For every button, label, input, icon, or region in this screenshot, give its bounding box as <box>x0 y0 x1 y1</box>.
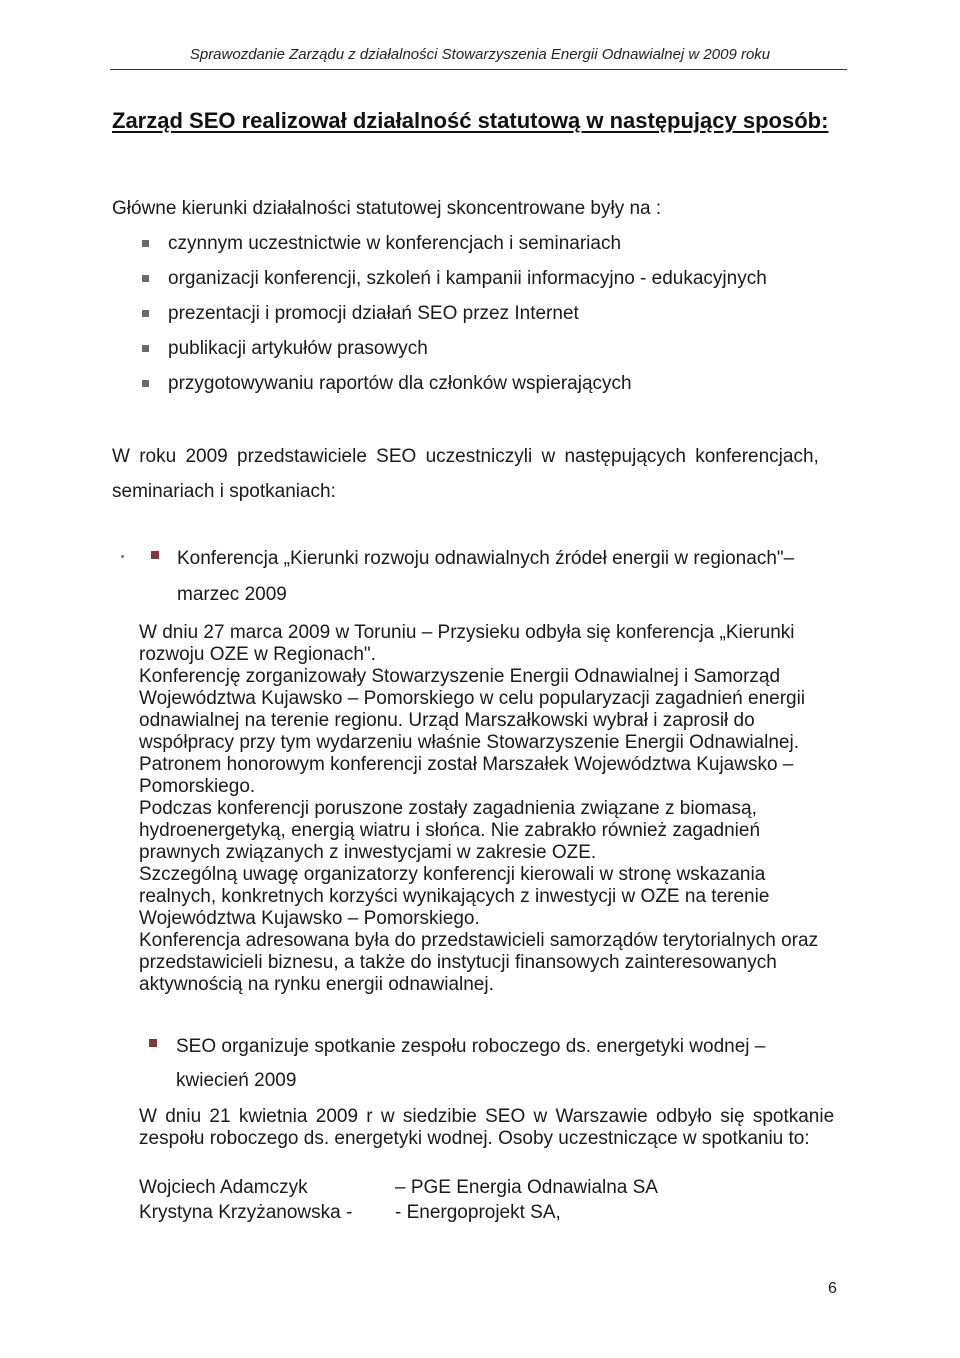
participant-name: Krystyna Krzyżanowska - <box>139 1202 353 1223</box>
header-rule <box>110 69 847 70</box>
participant-org: - Energoprojekt SA, <box>395 1202 561 1223</box>
event1-line: Patronem honorowym konferencji został Marszałek Województwa Kujawsko – <box>139 754 794 775</box>
event1-line: W dniu 27 marca 2009 w Toruniu – Przysieku odbyła się konferencja „Kierunki <box>139 622 795 643</box>
event1-line: przedstawicieli biznesu, a także do instytucji finansowych zainteresowanych <box>139 952 777 973</box>
bullet-icon <box>149 1039 157 1047</box>
event1-line: Konferencję zorganizowały Stowarzyszenie Energii Odnawialnej i Samorząd <box>139 666 781 687</box>
event2-line: W dniu 21 kwietnia 2009 r w siedzibie SEO w Warszawie odbyło się spotkanie <box>139 1106 835 1127</box>
intro-text: Główne kierunki działalności statutowej skoncentrowane były na : <box>112 198 662 219</box>
event1-line: Pomorskiego. <box>139 776 256 797</box>
event1-line: Województwa Kujawsko – Pomorskiego w celu popularyzacji zagadnień energii <box>139 688 806 709</box>
list-item: publikacji artykułów prasowych <box>168 338 428 359</box>
event2-line: zespołu roboczego ds. energetyki wodnej. Osoby uczestniczące w spotkaniu to: <box>139 1128 810 1149</box>
event1-line: rozwoju OZE w Regionach". <box>139 644 376 665</box>
participant-name: Wojciech Adamczyk <box>139 1177 308 1198</box>
event1-heading-line2: marzec 2009 <box>177 584 287 605</box>
event1-line: odnawialnej na terenie regionu. Urząd Marszałkowski wybrał i zaprosił do <box>139 710 755 731</box>
event2-heading-line1: SEO organizuje spotkanie zespołu roboczego ds. energetyki wodnej – <box>176 1036 766 1057</box>
stray-dot <box>121 555 124 558</box>
bullet-icon <box>142 310 149 317</box>
list-item: czynnym uczestnictwie w konferencjach i seminariach <box>168 233 622 254</box>
list-item: prezentacji i promocji działań SEO przez Internet <box>168 303 579 324</box>
event1-line: realnych, konkretnych korzyści wynikających z inwestycji w OZE na terenie <box>139 886 770 907</box>
section-title: Zarząd SEO realizował działalność statutową w następujący sposób: <box>112 108 829 133</box>
conferences-intro-line2: seminariach i spotkaniach: <box>112 481 336 502</box>
event1-heading-line1: Konferencja „Kierunki rozwoju odnawialnych źródeł energii w regionach"– <box>177 548 795 569</box>
list-item: przygotowywaniu raportów dla członków wspierających <box>168 373 632 394</box>
bullet-icon <box>142 240 149 247</box>
participant-org: – PGE Energia Odnawialna SA <box>395 1177 658 1198</box>
conferences-intro-line1: W roku 2009 przedstawiciele SEO uczestniczyli w następujących konferencjach, <box>112 446 819 467</box>
event1-line: hydroenergetyką, energią wiatru i słońca. Nie zabrakło również zagadnień <box>139 820 761 841</box>
event1-line: Podczas konferencji poruszone zostały zagadnienia związane z biomasą, <box>139 798 757 819</box>
bullet-icon <box>142 345 149 352</box>
page-number: 6 <box>828 1280 837 1297</box>
bullet-icon <box>151 551 159 559</box>
list-item: organizacji konferencji, szkoleń i kampanii informacyjno - edukacyjnych <box>168 268 767 289</box>
event1-line: aktywnością na rynku energii odnawialnej. <box>139 974 494 995</box>
running-header: Sprawozdanie Zarządu z działalności Stowarzyszenia Energii Odnawialnej w 2009 roku <box>189 46 771 63</box>
event1-line: Szczególną uwagę organizatorzy konferencji kierowali w stronę wskazania <box>139 864 766 885</box>
event1-line: prawnych związanych z inwestycjami w zakresie OZE. <box>139 842 597 863</box>
bullet-icon <box>142 275 149 282</box>
event1-line: Województwa Kujawsko – Pomorskiego. <box>139 908 480 929</box>
event1-line: Konferencja adresowana była do przedstawicieli samorządów terytorialnych oraz <box>139 930 819 951</box>
event2-heading-line2: kwiecień 2009 <box>176 1070 297 1091</box>
event1-line: współpracy przy tym wydarzeniu właśnie Stowarzyszenie Energii Odnawialnej. <box>139 732 799 753</box>
bullet-icon <box>142 380 149 387</box>
